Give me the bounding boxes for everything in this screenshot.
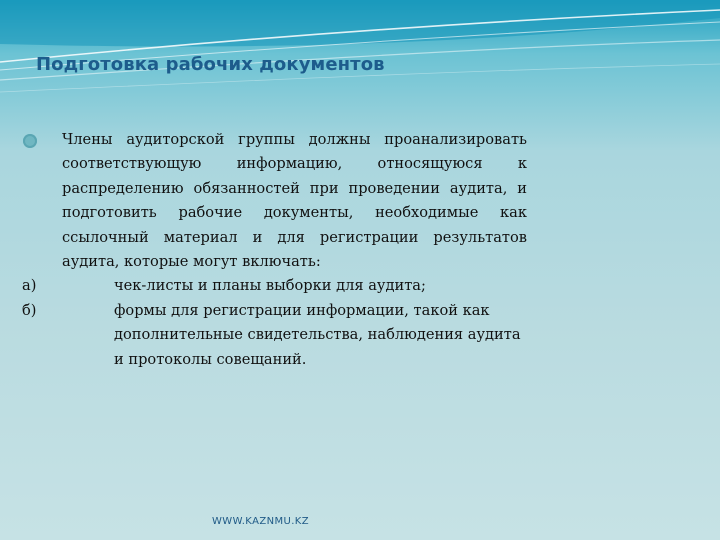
list-item-text: формы для регистрации информации, такой как дополнительные свидетельства, наблюдения аудита и протоколы совещаний. [114,301,521,368]
page-title: Подготовка рабочих документов [36,54,385,75]
bullet-icon [23,134,37,148]
list-marker: а) [22,277,37,295]
list-item [22,274,527,298]
list-item-text: чек-листы и планы выборки для аудита; [114,277,426,295]
slide-content [22,128,527,372]
bullet-text: Члены аудиторской группы должны проанализировать соответствующую информацию, относящуюся к распределению обязанностей при проведении аудита, и подготовить рабочие документы, необходимые как ссылочный материал и для регистрации результатов аудита, которые могут включать: [62,131,527,271]
footer-url: WWW.KAZNMU.KZ [212,516,309,527]
list-item [22,299,527,372]
list-marker: б) [22,301,37,319]
bullet-paragraph [22,128,527,274]
